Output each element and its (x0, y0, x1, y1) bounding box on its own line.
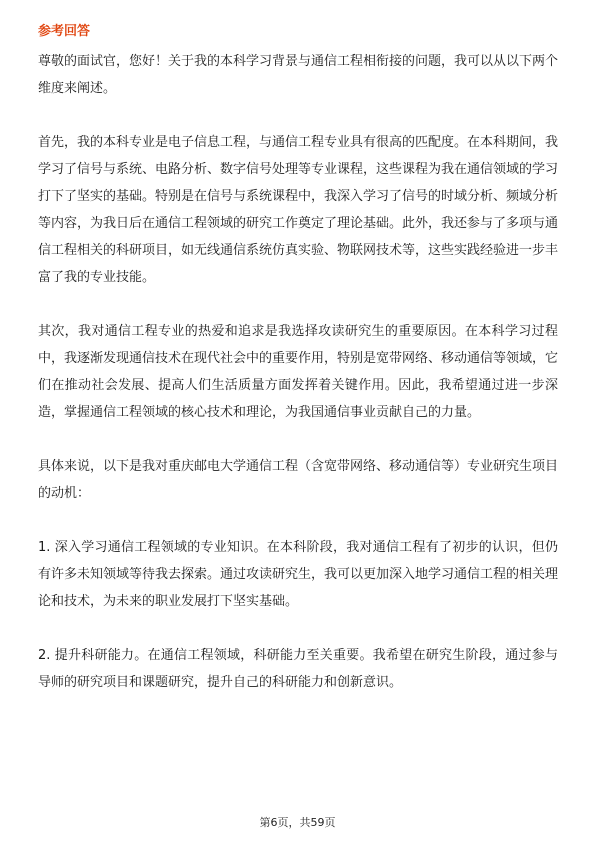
paragraph-second-point: 其次，我对通信工程专业的热爱和追求是我选择攻读研究生的重要原因。在本科学习过程中，我逐渐发现通信技术在现代社会中的重要作用，特别是宽带网络、移动通信等领域，它们在推动社会发展、提高人们生活质量方面发挥着关键作用。因此，我希望通过进一步深造，掌握通信工程领域的核心技术和理论，为我国通信事业贡献自己的力量。 (38, 324, 559, 420)
paragraph-greeting: 尊敬的面试官，您好！关于我的本科学习背景与通信工程相衔接的问题，我可以从以下两个维度来阐述。 (38, 54, 559, 96)
paragraph-motivation-2: 2. 提升科研能力。在通信工程领域，科研能力至关重要。我希望在研究生阶段，通过参与导师的研究项目和课题研究，提升自己的科研能力和创新意识。 (38, 648, 558, 690)
paragraph-first-point: 首先，我的本科专业是电子信息工程，与通信工程专业具有很高的匹配度。在本科期间，我学习了信号与系统、电路分析、数字信号处理等专业课程，这些课程为我在通信领域的学习打下了坚实的基础。特别是在信号与系统课程中，我深入学习了信号的时域分析、频域分析等内容，为我日后在通信工程领域的研究工作奠定了理论基础。此外，我还参与了多项与通信工程相关的科研项目，如无线通信系统仿真实验、物联网技术等，这些实践经验进一步丰富了我的专业技能。 (38, 135, 559, 285)
page-number: 第6页，共59页 (259, 816, 336, 829)
paragraph-motivation-1: 1. 深入学习通信工程领域的专业知识。在本科阶段，我对通信工程有了初步的认识，但仍有许多未知领域等待我去探索。通过攻读研究生，我可以更加深入地学习通信工程的相关理论和技术，为未来的职业发展打下坚实基础。 (38, 540, 559, 609)
document-page (38, 22, 558, 723)
paragraph-motivation-intro: 具体来说，以下是我对重庆邮电大学通信工程（含宽带网络、移动通信等）专业研究生项目的动机： (38, 459, 559, 501)
section-title: 参考回答 (38, 24, 91, 39)
